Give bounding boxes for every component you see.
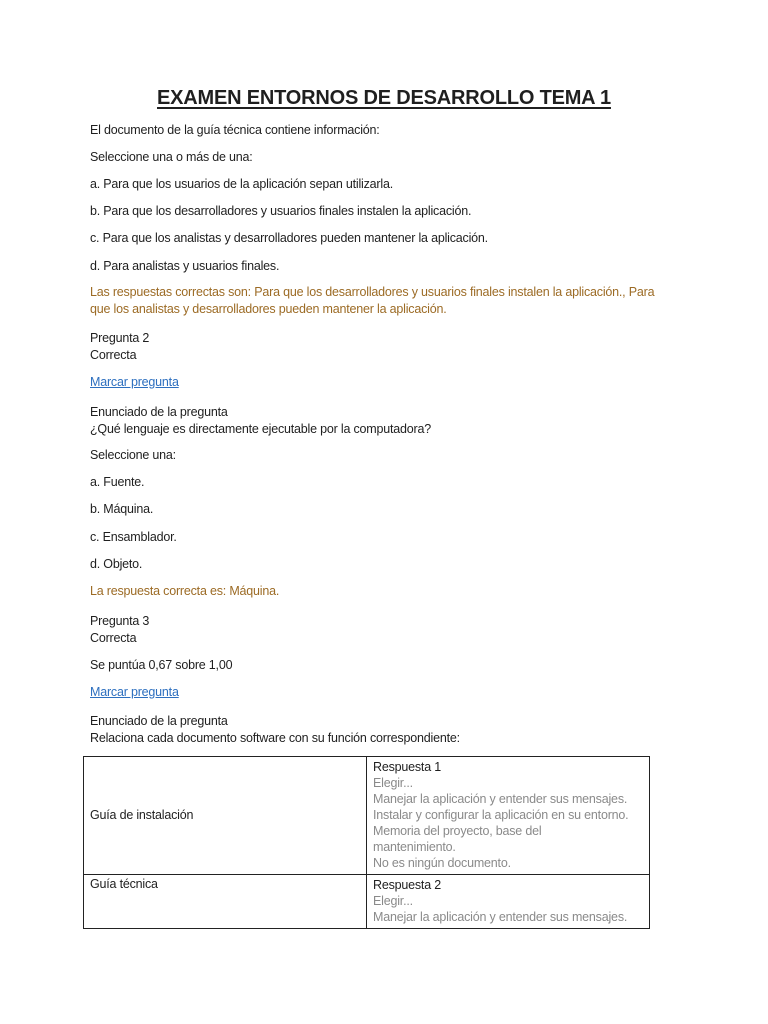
question-2-heading: Enunciado de la pregunta	[90, 405, 228, 419]
question-1-correct-answer-line-1: Las respuestas correctas son: Para que los desarrolladores y usuarios finales instalen la aplicación., Para	[90, 285, 655, 299]
question-2-select-instruction: Seleccione una:	[90, 448, 176, 462]
select-option[interactable]: mantenimiento.	[373, 840, 456, 854]
question-3-heading: Enunciado de la pregunta	[90, 714, 228, 728]
matching-answers-table	[83, 756, 650, 929]
answer-label: Respuesta 2	[373, 878, 441, 892]
select-option[interactable]: No es ningún documento.	[373, 856, 511, 870]
answer-select[interactable]	[367, 875, 650, 929]
question-2-number: Pregunta 2	[90, 331, 150, 345]
select-option[interactable]: Elegir...	[373, 894, 413, 908]
question-1-option-b: b. Para que los desarrolladores y usuarios finales instalen la aplicación.	[90, 204, 472, 218]
question-3-status: Correcta	[90, 631, 137, 645]
select-option[interactable]: Instalar y configurar la aplicación en su entorno.	[373, 808, 629, 822]
answer-label: Respuesta 1	[373, 760, 441, 774]
question-3-statement: Relaciona cada documento software con su función correspondiente:	[90, 731, 460, 745]
table-row	[84, 757, 650, 875]
row-label: Guía técnica	[84, 875, 367, 929]
page-title: EXAMEN ENTORNOS DE DESARROLLO TEMA 1	[157, 87, 611, 109]
question-1-correct-answer-line-2: que los analistas y desarrolladores pueden mantener la aplicación.	[90, 302, 447, 316]
question-3-number: Pregunta 3	[90, 614, 150, 628]
select-option[interactable]: Elegir...	[373, 776, 413, 790]
question-2-option-b: b. Máquina.	[90, 502, 154, 516]
select-option[interactable]: Manejar la aplicación y entender sus mensajes.	[373, 792, 628, 806]
question-1-select-instruction: Seleccione una o más de una:	[90, 150, 253, 164]
question-2-correct-answer: La respuesta correcta es: Máquina.	[90, 584, 280, 598]
question-2-option-c: c. Ensamblador.	[90, 530, 177, 544]
row-label: Guía de instalación	[84, 757, 367, 875]
answer-select[interactable]	[367, 757, 650, 875]
question-2-option-d: d. Objeto.	[90, 557, 143, 571]
question-3-score: Se puntúa 0,67 sobre 1,00	[90, 658, 233, 672]
table-row	[84, 875, 650, 929]
question-2-option-a: a. Fuente.	[90, 475, 145, 489]
question-1-option-d: d. Para analistas y usuarios finales.	[90, 259, 280, 273]
question-1-statement: El documento de la guía técnica contiene información:	[90, 123, 380, 137]
select-option[interactable]: Manejar la aplicación y entender sus mensajes.	[373, 910, 628, 924]
question-3-flag-link[interactable]: Marcar pregunta	[90, 685, 179, 699]
question-2-status: Correcta	[90, 348, 137, 362]
question-1-option-c: c. Para que los analistas y desarrolladores pueden mantener la aplicación.	[90, 231, 488, 245]
question-2-statement: ¿Qué lenguaje es directamente ejecutable por la computadora?	[90, 422, 431, 436]
question-1-option-a: a. Para que los usuarios de la aplicación sepan utilizarla.	[90, 177, 393, 191]
select-option[interactable]: Memoria del proyecto, base del	[373, 824, 542, 838]
question-2-flag-link[interactable]: Marcar pregunta	[90, 375, 179, 389]
